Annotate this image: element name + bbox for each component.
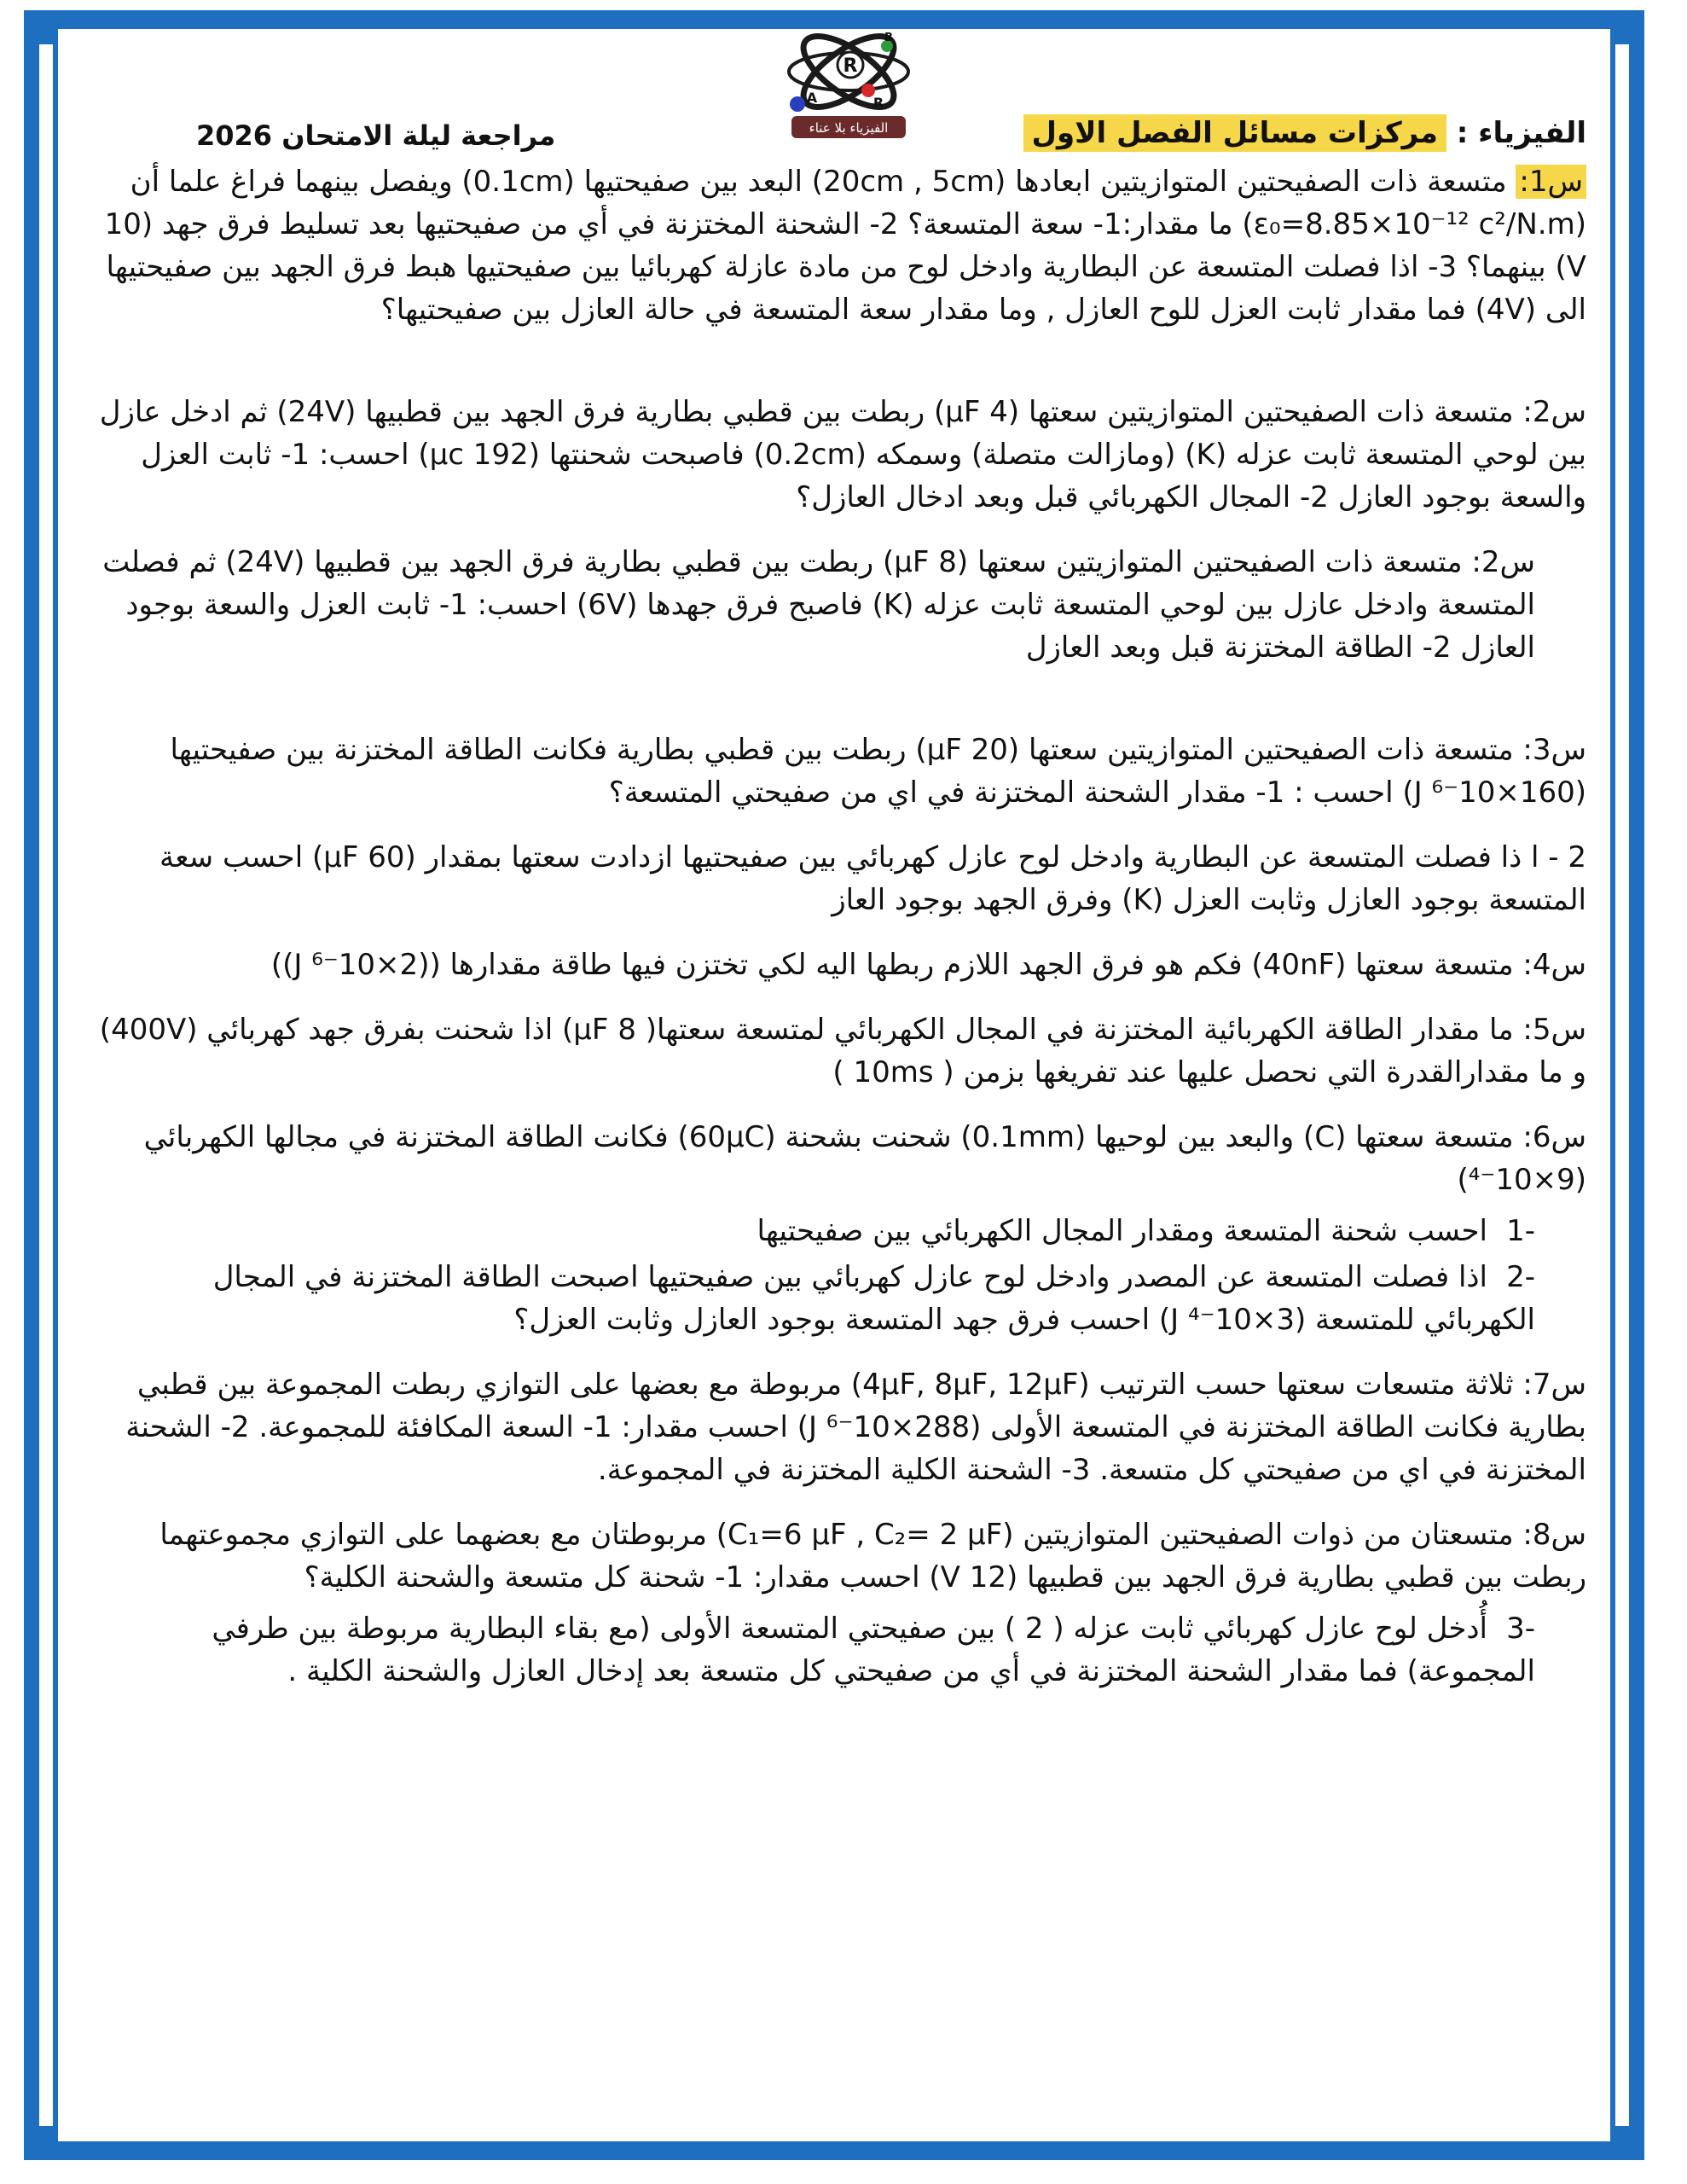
question-6-items	[94, 1210, 1586, 1341]
electron-blue	[790, 96, 805, 112]
list-item: -2اذا فصلت المتسعة عن المصدر وادخل لوح عازل كهربائي بين صفيحتيها اصبحت الطاقة المختزنة في المجال الكهربائي للمتسعة (3×10⁻⁴ J) احسب فرق جهد المتسعة بوجود العازل وثابت العزل؟	[212, 1260, 1535, 1337]
subject-title	[1023, 116, 1586, 150]
question-4	[94, 944, 1586, 986]
list-item: -1احسب شحنة المتسعة ومقدار المجال الكهربائي بين صفيحتيها	[757, 1214, 1535, 1248]
question-2a	[94, 391, 1586, 519]
question-text: ثلاثة متسعات سعتها حسب الترتيب (4μF, 8μF, 12μF) مربوطة مع بعضها على التوازي ربطت المجموعة بين قطبي بطارية فكانت الطاقة المختزنة في المتسعة الأولى (288×10⁻⁶ J) احسب مقدار: 1- السعة المكافئة للمجموعة. 2- الشحنة المختزنة في اي من صفيحتي كل متسعة. 3- الشحنة الكلية المختزنة في المجموعة.	[125, 1368, 1586, 1487]
question-number: س3:	[1522, 733, 1586, 767]
question-2b	[94, 541, 1586, 669]
question-7	[94, 1363, 1586, 1491]
logo-letter-b: B	[884, 32, 893, 44]
questions-list	[94, 160, 1586, 1715]
question-number: س2:	[1522, 395, 1586, 429]
question-8	[94, 1513, 1586, 1599]
question-text: متسعة سعتها (C) والبعد بين لوحيها (0.1mm) شحنت بشحنة (60μC) فكانت الطاقة المختزنة في مجالها الكهربائي (9×10⁻⁴)	[143, 1120, 1586, 1197]
border-corner	[24, 2126, 58, 2160]
question-number: س8:	[1522, 1518, 1586, 1552]
question-text: متسعتان من ذوات الصفيحتين المتوازيتين (C₁=6 μF , C₂= 2 μF) مربوطتان مع بعضهما على التوازي مجموعتهما ربطت بين قطبي بطارية فرق الجهد بين قطبيها (12 V) احسب مقدار: 1- شحنة كل متسعة والشحنة الكلية؟	[159, 1518, 1586, 1594]
question-number: س1:	[1516, 165, 1586, 199]
list-item: -3أُدخل لوح عازل كهربائي ثابت عزله ( 2 ) بين صفيحتي المتسعة الأولى (مع بقاء البطارية مربوطة بين طرفي المجموعة) فما مقدار الشحنة المختزنة في أي من صفيحتي كل متسعة بعد إدخال العازل والشحنة الكلية .	[212, 1612, 1535, 1688]
question-number: س5:	[1522, 1013, 1586, 1047]
question-text: متسعة ذات الصفيحتين المتوازيتين سعتها (4 μF) ربطت بين قطبي بطارية فرق الجهد بين قطبيها (24V) ثم ادخل عازل بين لوحي المتسعة ثابت عزله (K) (ومازالت متصلة) وسمكه (0.2cm) فاصبحت شحنتها (192 μc) احسب: 1- ثابت العزل والسعة بوجود العازل 2- المجال الكهربائي قبل وبعد ادخال العازل؟	[99, 395, 1586, 514]
logo-letter-a: A	[806, 90, 818, 106]
subject-highlight: مركزات مسائل الفصل الاول	[1023, 114, 1446, 152]
question-text: متسعة سعتها (40nF) فكم هو فرق الجهد اللازم ربطها اليه لكي تختزن فيها طاقة مقدارها ((2×10⁻⁶ J))	[270, 948, 1514, 982]
question-number: س4:	[1522, 948, 1586, 982]
question-text: متسعة ذات الصفيحتين المتوازيتين ابعادها (20cm , 5cm) البعد بين صفيحتيها (0.1cm) ويفصل بينهما فراغ علما أن (ε₀=8.85×10⁻¹² c²/N.m) ما مقدار:1- سعة المتسعة؟ 2- الشحنة المختزنة في أي من صفيحتيها بعد تسليط فرق جهد (10 V) بينهما؟ 3- اذا فصلت المتسعة عن البطارية وادخل لوح من مادة عازلة كهربائيا بين صفيحتيها هبط فرق الجهد بين صفيحتيها الى (4V) فما مقدار ثابت العزل للوح العازل , وما مقدار سعة المتسعة في حالة العازل بين صفيحتيها؟	[104, 165, 1586, 327]
question-1	[94, 160, 1586, 331]
question-3	[94, 729, 1586, 814]
logo-banner-text: الفيزياء بلا عناء	[809, 120, 889, 136]
question-text: متسعة ذات الصفيحتين المتوازيتين سعتها (20 μF) ربطت بين قطبي بطارية فكانت الطاقة المختزنة بين صفيحتيها (160×10⁻⁶ J) احسب : 1- مقدار الشحنة المختزنة في اي من صفيحتي المتسعة؟	[170, 733, 1586, 810]
question-number: س2:	[1471, 545, 1535, 579]
subject-label: الفيزياء :	[1446, 116, 1586, 150]
logo-letter-r2: R	[872, 95, 884, 111]
border-corner	[1610, 10, 1644, 44]
question-5	[94, 1008, 1586, 1094]
border-corner	[24, 10, 58, 44]
question-8-items	[94, 1607, 1586, 1693]
question-number: س7:	[1522, 1368, 1586, 1402]
logo-letter-r: R	[843, 55, 858, 77]
question-6	[94, 1116, 1586, 1201]
question-3-part-2	[94, 836, 1586, 921]
border-corner	[1610, 2126, 1644, 2160]
question-text: 2 - ا ذا فصلت المتسعة عن البطارية وادخل لوح عازل كهربائي بين صفيحتيها ازدادت سعتها بمقدار (60 μF) احسب سعة المتسعة بوجود العازل وثابت العزل (K) وفرق الجهد بوجود العاز	[159, 840, 1586, 917]
atom-logo	[759, 12, 938, 148]
question-number: س6:	[1522, 1120, 1586, 1154]
question-text: ما مقدار الطاقة الكهربائية المختزنة في المجال الكهربائي لمتسعة سعتها( 8 μF) اذا شحنت بفرق جهد كهربائي (400V) و ما مقدارالقدرة التي نحصل عليها عند تفريغها بزمن ( 10ms )	[99, 1013, 1586, 1089]
question-text: متسعة ذات الصفيحتين المتوازيتين سعتها (8 μF) ربطت بين قطبي بطارية فرق الجهد بين قطبيها (24V) ثم فصلت المتسعة وادخل عازل بين لوحي المتسعة ثابت عزله (K) فاصبح فرق جهدها (6V) احسب: 1- ثابت العزل والسعة بوجود العازل 2- الطاقة المختزنة قبل وبعد العازل	[102, 545, 1535, 665]
review-title: مراجعة ليلة الامتحان 2026	[196, 119, 556, 152]
